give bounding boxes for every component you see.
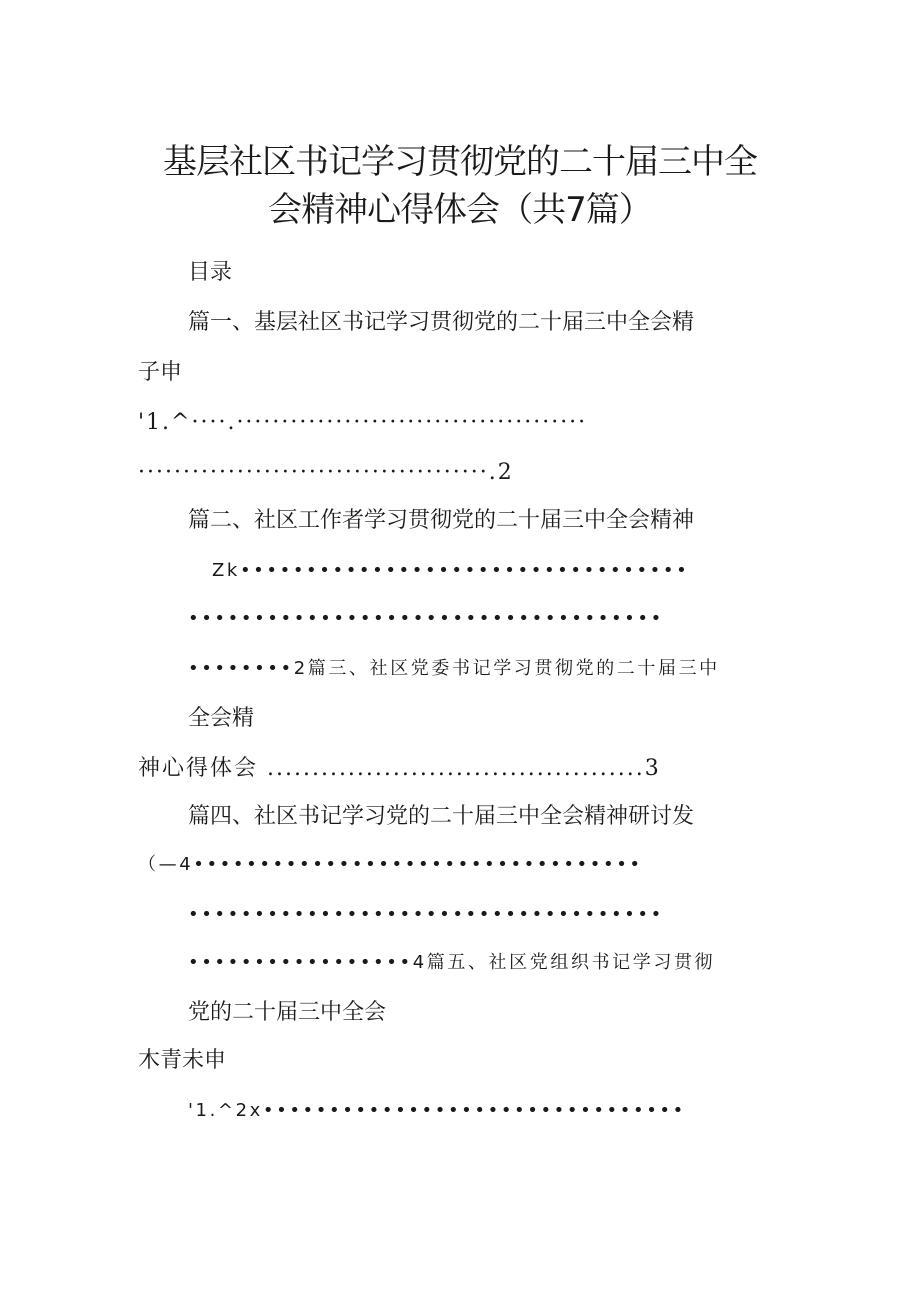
document-title-line-2: 会精神心得体会（共7篇） bbox=[268, 190, 652, 230]
toc-entry-3-page-line: 神心得体会 ..........................................3 bbox=[138, 756, 661, 781]
toc-entry-5-continuation: 党的二十届三中全会 bbox=[188, 1000, 387, 1025]
toc-leader-bullets: （—4•••••••••••••••••••••••••••••••••• bbox=[138, 854, 643, 875]
toc-heading: 目录 bbox=[188, 260, 233, 285]
toc-leader-bullets: '1.^2x•••••••••••••••••••••••••••••••• bbox=[188, 1100, 686, 1121]
toc-entry-3-title: ••••••••2篇三、社区党委书记学习贯彻党的二十届三中 bbox=[188, 658, 720, 679]
toc-leader-bullets: •••••••••••••••••••••••••••••••••••• bbox=[188, 904, 664, 925]
toc-entry-5-title: •••••••••••••••••4篇五、社区党组织书记学习贯彻 bbox=[188, 952, 716, 973]
toc-leader-bullets: Zk•••••••••••••••••••••••••••••••••• bbox=[212, 560, 690, 581]
document-title-line-1: 基层社区书记学习贯彻党的二十届三中全 bbox=[163, 142, 757, 182]
toc-entry-4-title: 篇四、社区书记学习党的二十届三中全会精神研讨发 bbox=[188, 804, 695, 829]
toc-entry-5-continuation-2: 木青未申 bbox=[138, 1048, 227, 1073]
toc-leader-dots: '1.^····.······································· bbox=[138, 410, 588, 435]
toc-leader-dots-page-2: ·······································.2 bbox=[138, 460, 514, 485]
toc-entry-3-continuation: 全会精 bbox=[188, 706, 255, 731]
toc-leader-bullets: •••••••••••••••••••••••••••••••••••• bbox=[188, 608, 664, 629]
toc-entry-1-continuation: 子申 bbox=[138, 360, 183, 385]
toc-entry-2-title: 篇二、社区工作者学习贯彻党的二十届三中全会精神 bbox=[188, 508, 695, 533]
toc-entry-1-title: 篇一、基层社区书记学习贯彻党的二十届三中全会精 bbox=[188, 310, 695, 335]
